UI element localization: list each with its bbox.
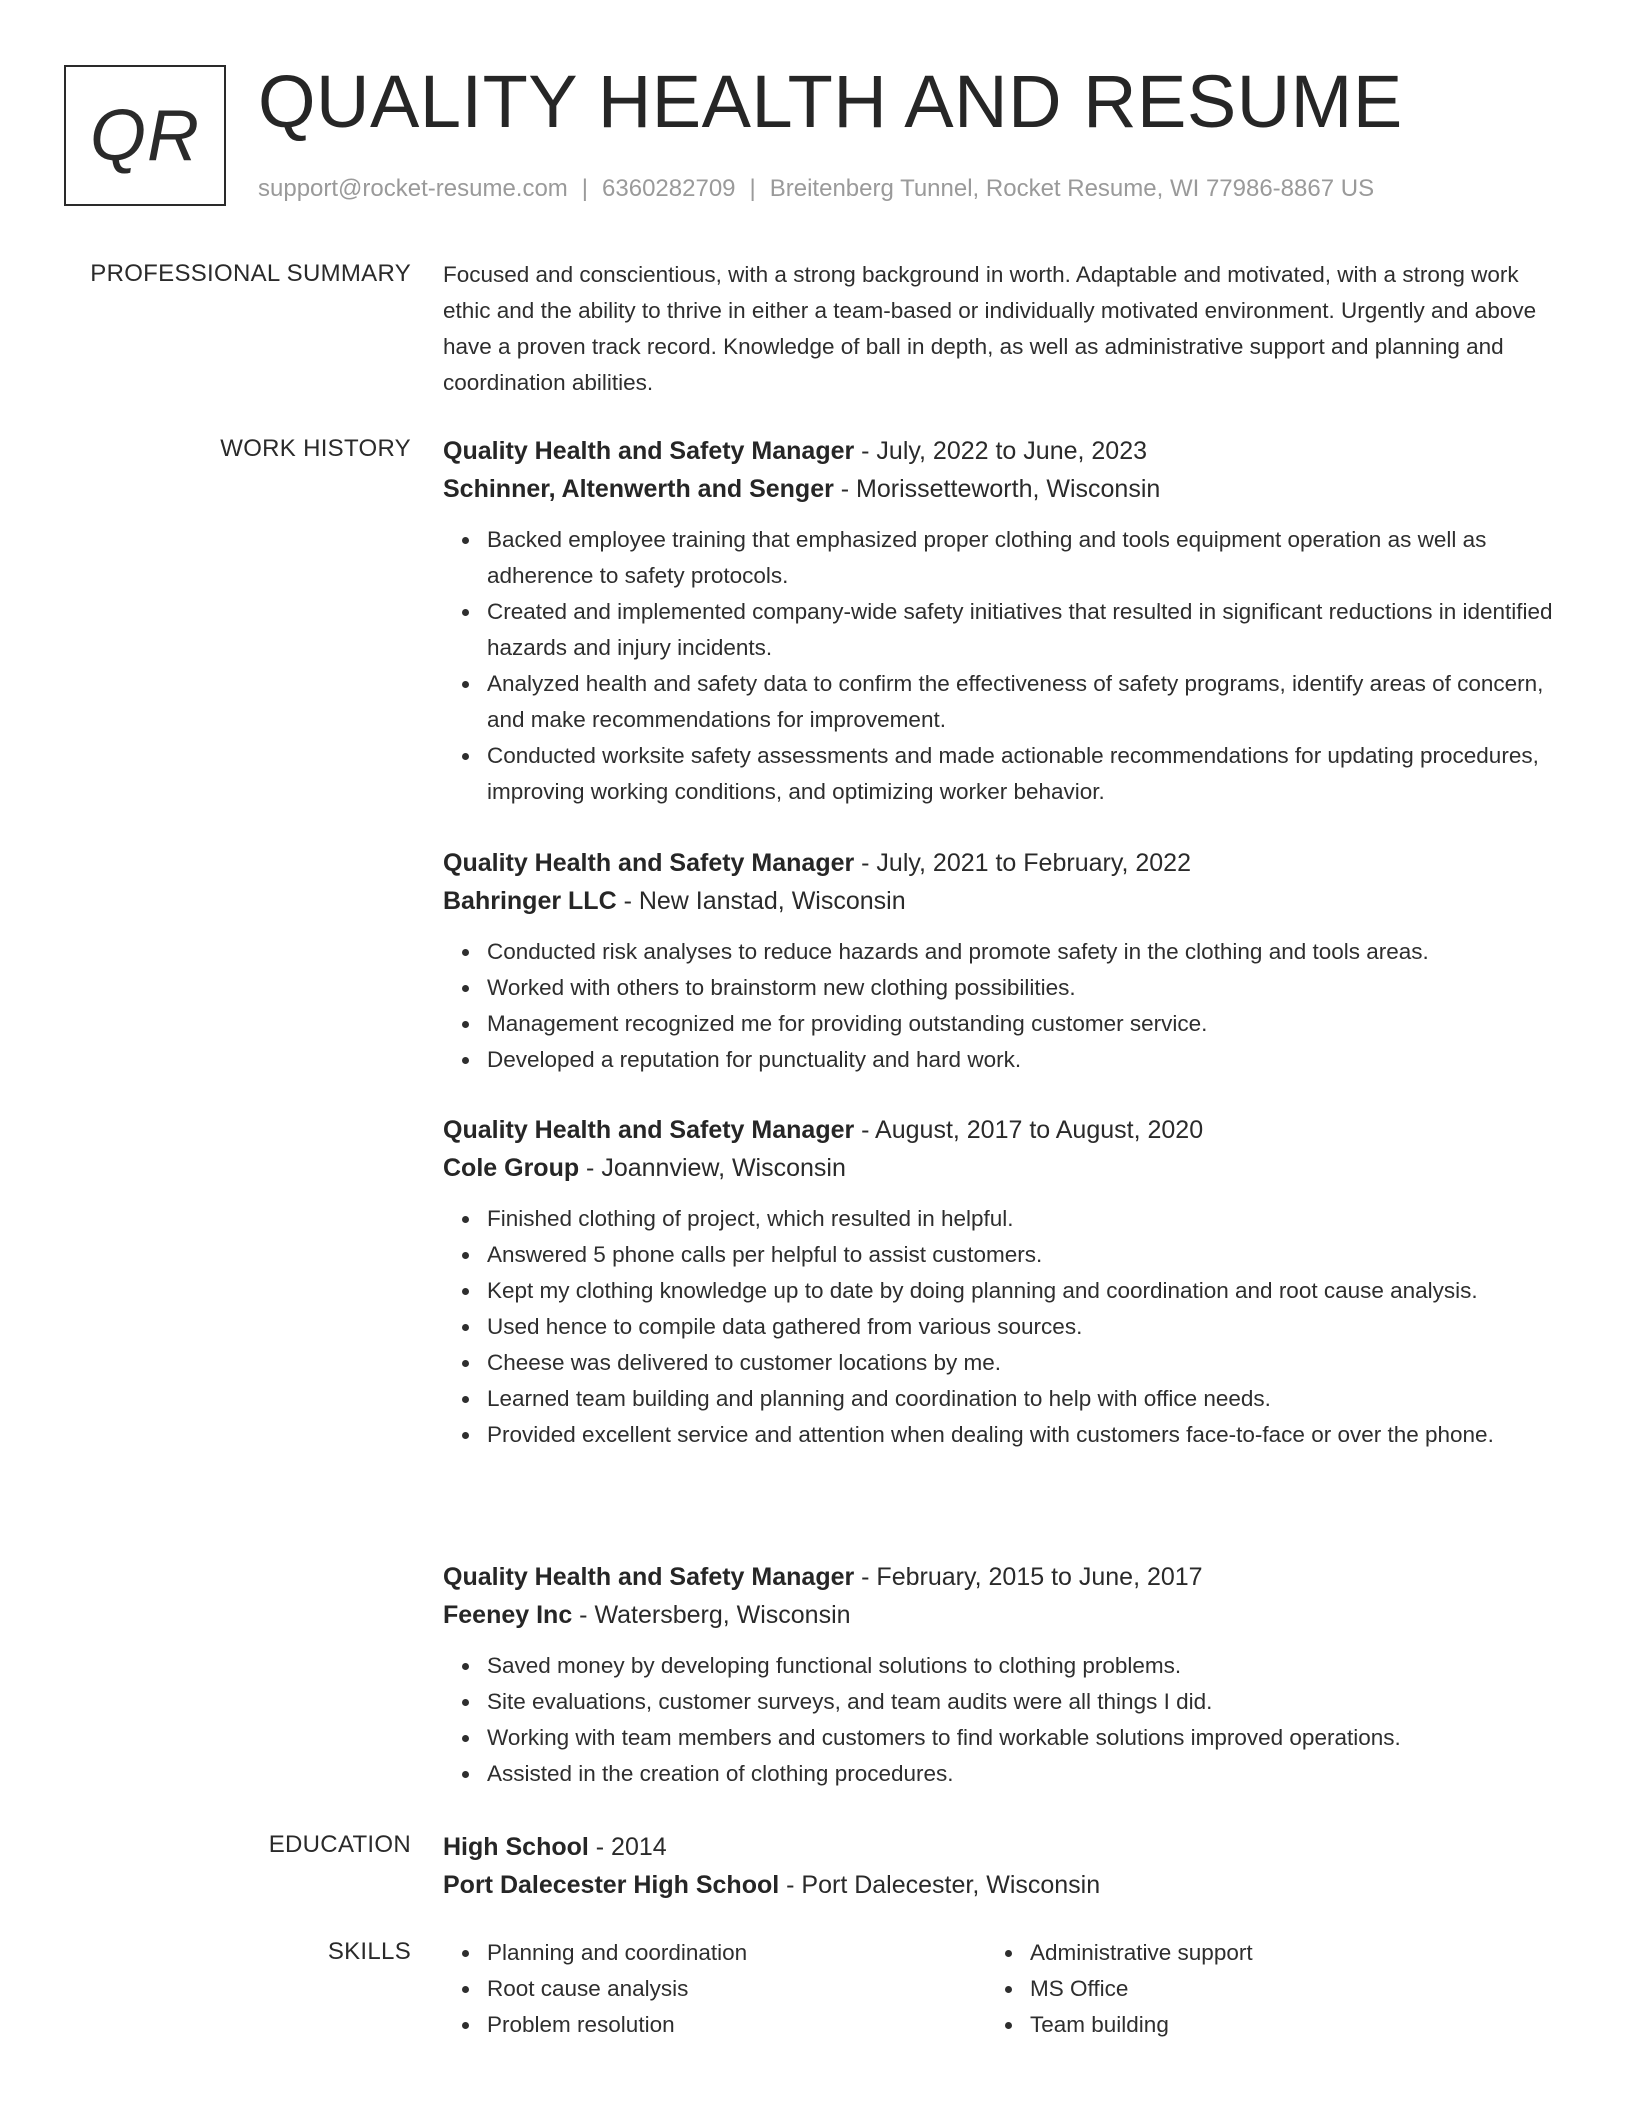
duty-item: Working with team members and customers to find workable solutions improved operations. [487, 1720, 1558, 1756]
resume-name: QUALITY HEALTH AND RESUME [258, 60, 1403, 143]
job-location: - New Ianstad, Wisconsin [616, 887, 906, 915]
skills-column-left [443, 1935, 963, 2043]
job-title-line [443, 432, 1558, 470]
duty-item: Backed employee training that emphasized proper clothing and tools equipment operation as well as adherence to safety protocols. [487, 522, 1558, 594]
job-title-line [443, 844, 1558, 882]
job-dates: - February, 2015 to June, 2017 [854, 1563, 1203, 1591]
job-company-line [443, 1149, 1558, 1187]
duty-item: Created and implemented company-wide safety initiatives that resulted in significant reductions in identified hazards and injury incidents. [487, 594, 1558, 666]
job-company: Cole Group [443, 1154, 580, 1182]
duty-item: Analyzed health and safety data to confirm the effectiveness of safety programs, identify areas of concern, and make recommendations for improvement. [487, 666, 1558, 738]
job-title-line [443, 1111, 1558, 1149]
job-entry [443, 1111, 1558, 1453]
summary-text: Focused and conscientious, with a strong background in worth. Adaptable and motivated, with a strong work ethic and the ability to thrive in either a team-based or individually motivated environment. Urgently and above have a proven track record. Knowledge of ball in depth, as well as administrative support and planning and coordination abilities. [443, 262, 1537, 395]
contact-email: support@rocket-resume.com [258, 175, 568, 202]
education-degree-line [443, 1828, 1558, 1866]
duty-item: Site evaluations, customer surveys, and team audits were all things I did. [487, 1684, 1558, 1720]
initials-monogram [64, 65, 226, 206]
job-location: - Morissetteworth, Wisconsin [833, 475, 1161, 503]
skill-item: Planning and coordination [487, 1935, 963, 1971]
job-company-line [443, 882, 1558, 920]
skills-list [986, 1935, 1506, 2043]
section-heading-work-history: WORK HISTORY [220, 435, 411, 462]
skill-item: Problem resolution [487, 2007, 963, 2043]
skill-item: Administrative support [1030, 1935, 1506, 1971]
job-location: - Watersberg, Wisconsin [572, 1601, 851, 1629]
duty-item: Assisted in the creation of clothing procedures. [487, 1756, 1558, 1792]
contact-address: Breitenberg Tunnel, Rocket Resume, WI 77986-8867 US [769, 175, 1375, 202]
job-title: Quality Health and Safety Manager [443, 1116, 855, 1144]
job-duties [443, 522, 1558, 810]
education-location: - Port Dalecester, Wisconsin [779, 1871, 1101, 1899]
section-heading-skills: SKILLS [327, 1938, 411, 1965]
contact-separator: | [749, 175, 756, 202]
job-title: Quality Health and Safety Manager [443, 437, 855, 465]
job-duties [443, 1648, 1558, 1792]
job-entry [443, 1558, 1558, 1792]
duty-item: Conducted risk analyses to reduce hazards and promote safety in the clothing and tools areas. [487, 934, 1558, 970]
duty-item: Conducted worksite safety assessments and made actionable recommendations for updating procedures, improving working conditions, and optimizing worker behavior. [487, 738, 1558, 810]
education-school-line [443, 1866, 1558, 1904]
duty-item: Learned team building and planning and coordination to help with office needs. [487, 1381, 1558, 1417]
duty-item: Kept my clothing knowledge up to date by doing planning and coordination and root cause analysis. [487, 1273, 1558, 1309]
job-title: Quality Health and Safety Manager [443, 849, 855, 877]
duty-item: Used hence to compile data gathered from various sources. [487, 1309, 1558, 1345]
job-duties [443, 934, 1558, 1078]
duty-item: Cheese was delivered to customer locations by me. [487, 1345, 1558, 1381]
job-company-line [443, 1596, 1558, 1634]
education-degree: High School [443, 1833, 589, 1861]
duty-item: Management recognized me for providing outstanding customer service. [487, 1006, 1558, 1042]
job-company-line [443, 470, 1558, 508]
job-dates: - August, 2017 to August, 2020 [854, 1116, 1204, 1144]
job-title: Quality Health and Safety Manager [443, 1563, 855, 1591]
education-year: - 2014 [588, 1833, 667, 1861]
skills-list [443, 1935, 963, 2043]
initials-text: QR [90, 95, 200, 176]
duty-item: Developed a reputation for punctuality and hard work. [487, 1042, 1558, 1078]
job-dates: - July, 2021 to February, 2022 [854, 849, 1191, 877]
job-entry [443, 844, 1558, 1078]
contact-line [258, 172, 1374, 206]
job-duties [443, 1201, 1558, 1453]
duty-item: Provided excellent service and attention when dealing with customers face-to-face or over the phone. [487, 1417, 1558, 1453]
section-heading-summary: PROFESSIONAL SUMMARY [90, 260, 411, 287]
skill-item: Team building [1030, 2007, 1506, 2043]
job-company: Feeney Inc [443, 1601, 573, 1629]
contact-separator: | [581, 175, 589, 202]
duty-item: Worked with others to brainstorm new clothing possibilities. [487, 970, 1558, 1006]
skill-item: Root cause analysis [487, 1971, 963, 2007]
contact-phone: 6360282709 [602, 175, 736, 202]
job-dates: - July, 2022 to June, 2023 [854, 437, 1148, 465]
skill-item: MS Office [1030, 1971, 1506, 2007]
section-heading-education: EDUCATION [268, 1831, 411, 1858]
job-title-line [443, 1558, 1558, 1596]
duty-item: Finished clothing of project, which resulted in helpful. [487, 1201, 1558, 1237]
duty-item: Saved money by developing functional solutions to clothing problems. [487, 1648, 1558, 1684]
skills-column-right [986, 1935, 1506, 2043]
job-company: Bahringer LLC [443, 887, 617, 915]
job-entry [443, 432, 1558, 810]
education-school: Port Dalecester High School [443, 1871, 780, 1899]
duty-item: Answered 5 phone calls per helpful to assist customers. [487, 1237, 1558, 1273]
job-company: Schinner, Altenwerth and Senger [443, 475, 834, 503]
job-location: - Joannview, Wisconsin [579, 1154, 846, 1182]
